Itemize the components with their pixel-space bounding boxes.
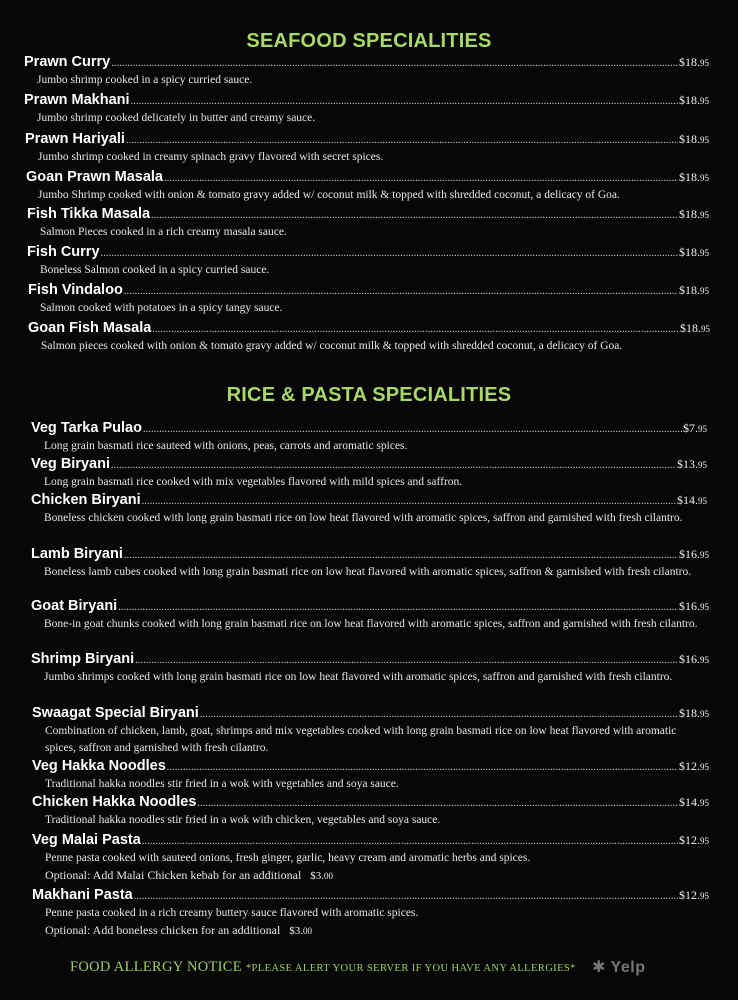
item-name: Prawn Curry: [24, 54, 111, 70]
item-description: Jumbo shrimp cooked delicately in butter and creamy sauce.: [37, 112, 316, 124]
item-description: Salmon pieces cooked with onion & tomato gravy added w/ coconut milk & topped with shredded coconut, a delicacy of Goa.: [41, 340, 623, 352]
item-price: $18.95: [679, 170, 709, 184]
dot-leader: [126, 135, 678, 146]
item-name: Goan Fish Masala: [28, 320, 152, 336]
dot-leader: [124, 550, 678, 561]
item-price: $12.95: [679, 833, 709, 847]
item-price: $18.95: [680, 321, 710, 335]
item-description: Boneless Salmon cooked in a spicy curried sauce.: [40, 264, 270, 276]
dot-leader: [142, 836, 678, 847]
item-description: Long grain basmati rice sauteed with onions, peas, carrots and aromatic spices.: [44, 440, 408, 452]
item-description: Salmon cooked with potatoes in a spicy tangy sauce.: [40, 302, 283, 314]
item-price: $18.95: [679, 706, 709, 720]
item-price: $14.95: [677, 493, 707, 507]
item-description: Jumbo Shrimp cooked with onion & tomato gravy added w/ coconut milk & topped with shredded coconut, a delicacy of Goa.: [38, 189, 620, 201]
item-description: Traditional hakka noodles stir fried in a wok with vegetables and soya sauce.: [45, 778, 399, 790]
notice-text: *PLEASE ALERT YOUR SERVER IF YOU HAVE ANY ALLERGIES*: [245, 963, 576, 974]
item-description: Salmon Pieces cooked in a rich creamy masala sauce.: [40, 226, 287, 238]
item-name: Goat Biryani: [31, 598, 118, 614]
item-description: Boneless chicken cooked with long grain basmati rice on low heat flavored with aromatic spices, saffron and garnished with fresh cilantro.: [44, 512, 683, 524]
dot-leader: [152, 324, 679, 335]
dot-leader: [167, 762, 678, 773]
item-price: $18.95: [679, 93, 709, 107]
description-text: Penne pasta cooked in a rich creamy buttery sauce flavored with aromatic spices.: [45, 907, 419, 919]
item-name: Fish Vindaloo: [28, 282, 123, 298]
item-description: Jumbo shrimp cooked in a spicy curried sauce.: [37, 74, 253, 86]
item-description: Jumbo shrimp cooked in creamy spinach gravy flavored with secret spices.: [38, 151, 384, 163]
dot-leader: [164, 173, 678, 184]
dot-leader: [101, 248, 678, 259]
item-price: $12.95: [679, 759, 709, 773]
dot-leader: [200, 709, 678, 720]
item-name: Swaagat Special Biryani: [32, 705, 199, 721]
item-name: Chicken Hakka Noodles: [32, 794, 197, 810]
item-price: $18.95: [679, 245, 709, 259]
item-price: $16.95: [679, 599, 709, 613]
yelp-logo-icon: ✱: [592, 959, 606, 976]
item-price: $16.95: [679, 652, 709, 666]
item-name: Fish Curry: [27, 244, 100, 260]
item-description: [45, 905, 705, 940]
item-description: Boneless lamb cubes cooked with long grain basmati rice on low heat flavored with aromatic spices, saffron & garnished with fresh cilantro.: [44, 566, 692, 578]
item-price: $18.95: [679, 283, 709, 297]
item-description: [45, 850, 705, 885]
item-name: Goan Prawn Masala: [26, 169, 163, 185]
dot-leader: [134, 891, 678, 902]
item-description: Bone-in goat chunks cooked with long grain basmati rice on low heat flavored with aromatic spices, saffron and garnished with fresh cilantro.: [44, 618, 698, 630]
item-name: Fish Tikka Masala: [27, 206, 151, 222]
optional-addon: Optional: Add Malai Chicken kebab for an additional $3.00: [45, 868, 334, 882]
item-description: Jumbo shrimps cooked with long grain basmati rice on low heat flavored with aromatic spices, saffron and garnished with fresh cilantro.: [44, 671, 673, 683]
item-description: Long grain basmati rice cooked with mix vegetables flavored with mild spices and saffron.: [44, 476, 463, 488]
item-price: $18.95: [679, 207, 709, 221]
item-price: $14.95: [679, 795, 709, 809]
dot-leader: [118, 602, 678, 613]
seafood-section-title: SEAFOOD SPECIALITIES: [246, 30, 492, 52]
item-name: Prawn Hariyali: [25, 131, 125, 147]
item-name: Shrimp Biryani: [31, 651, 135, 667]
item-name: Prawn Makhani: [24, 92, 130, 108]
item-price: $16.95: [679, 547, 709, 561]
item-name: Veg Tarka Pulao: [31, 420, 142, 436]
food-allergy-notice: [70, 958, 576, 976]
dot-leader: [124, 286, 678, 297]
dot-leader: [111, 58, 678, 69]
item-price: $12.95: [679, 888, 709, 902]
item-name: Lamb Biryani: [31, 546, 123, 562]
dot-leader: [151, 210, 678, 221]
description-text: Penne pasta cooked with sauteed onions, fresh ginger, garlic, heavy cream and aromatic herbs and spices.: [45, 852, 531, 864]
item-description: Combination of chicken, lamb, goat, shrimps and mix vegetables cooked with long grain basmati rice on low heat flavored with aromatic spices, saffron and garnished with fresh cilantro.: [45, 725, 677, 754]
dot-leader: [143, 424, 682, 435]
item-price: $18.95: [679, 132, 709, 146]
item-price: $13.95: [677, 457, 707, 471]
dot-leader: [197, 798, 678, 809]
item-name: Veg Biryani: [31, 456, 110, 472]
yelp-watermark: ✱ Yelp: [592, 959, 646, 976]
optional-addon: Optional: Add boneless chicken for an additional $3.00: [45, 923, 313, 937]
dot-leader: [131, 96, 678, 107]
item-name: Chicken Biryani: [31, 492, 141, 508]
dot-leader: [111, 460, 676, 471]
dot-leader: [142, 496, 676, 507]
item-price: $18.95: [679, 55, 709, 69]
rice-pasta-section-title: RICE & PASTA SPECIALITIES: [226, 384, 512, 406]
dot-leader: [135, 655, 678, 666]
item-name: Veg Hakka Noodles: [32, 758, 166, 774]
notice-label: FOOD ALLERGY NOTICE: [70, 959, 242, 975]
item-name: Makhani Pasta: [32, 887, 133, 903]
item-name: Veg Malai Pasta: [32, 832, 141, 848]
item-description: Traditional hakka noodles stir fried in a wok with chicken, vegetables and soya sauce.: [45, 814, 441, 826]
item-price: $7.95: [683, 421, 707, 435]
